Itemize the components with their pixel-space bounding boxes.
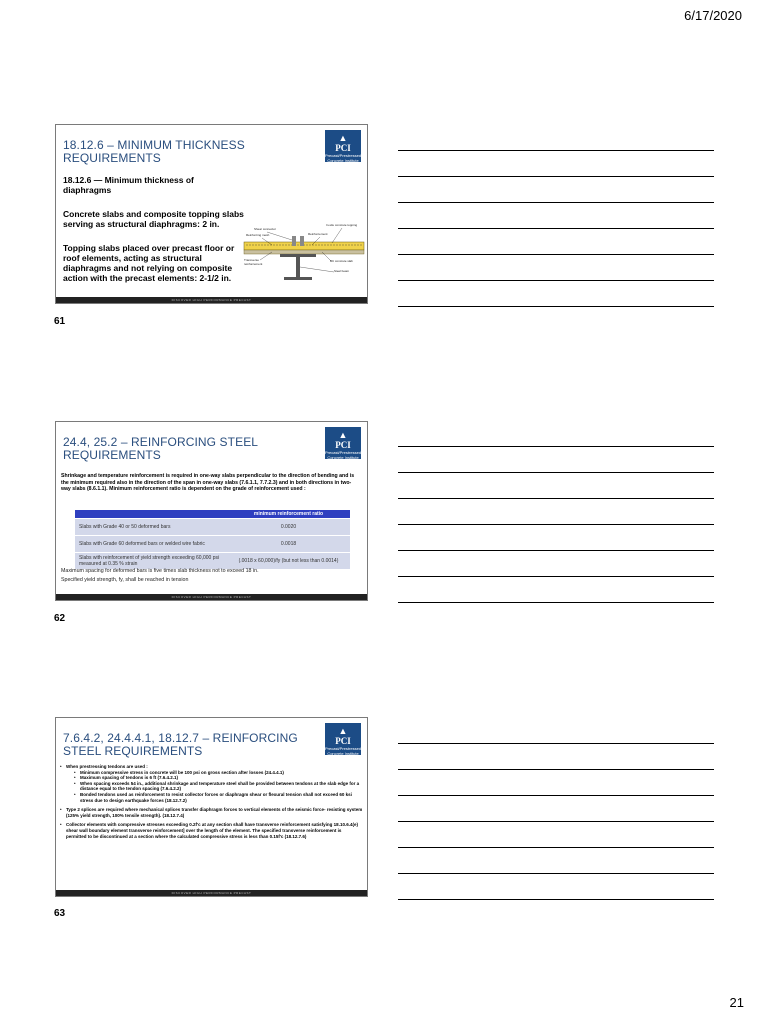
slide-number: 61	[54, 316, 66, 327]
slide-number: 62	[54, 613, 66, 624]
note-line	[398, 795, 714, 796]
note-line	[398, 769, 714, 770]
reinforcement-ratio-table	[75, 510, 350, 569]
note-line	[398, 472, 714, 473]
table-row: Slabs with reinforcement of yield strength exceeding 60,000 psi measured at 0.35 % strain (.0018 x 60,000)/fy (but not less than 0.0014)	[75, 553, 350, 570]
list-item: • When spacing exceeds 54 in., additional shrinkage and temperature steel shall be provided between tendons at the slab edge for a distance equal to the tendon spacing (7.6.4.2.2)	[66, 781, 363, 792]
list-item: • Bonded tendons used as reinforcement to resist collector forces or diaphragm shear or flexural tension shall not exceed 60 ksi stress due to design earthquake forces (18.12.7.2)	[66, 792, 363, 803]
note-line	[398, 743, 714, 744]
note-line	[398, 847, 714, 848]
slide-note: Maximum spacing for deformed bars is five times slab thickness not to exceed 18 in.	[61, 568, 259, 574]
slide-bullet-list	[60, 764, 363, 843]
note-line	[398, 498, 714, 499]
pci-logo: ▲ PCI Precast/Prestressed Concrete Institute	[325, 130, 361, 162]
slide-63	[55, 717, 368, 897]
pci-glyph-icon: ▲	[338, 133, 348, 143]
note-line	[398, 899, 714, 900]
composite-slab-diagram: Shear connector Reinforcing mesh In-situ concrete topping Reinforcement Transverse reinforcement PC concrete slab Steel beam	[242, 222, 366, 284]
note-line	[398, 821, 714, 822]
pci-glyph-icon: ▲	[338, 726, 348, 736]
note-line	[398, 524, 714, 525]
page-date: 6/17/2020	[684, 8, 742, 23]
note-line	[398, 228, 714, 229]
list-item: • Maximum spacing of tendons is 6 ft (7.6.4.2.1)	[66, 775, 363, 781]
pci-logo: ▲ PCI Precast/Prestressed Concrete Institute	[325, 427, 361, 459]
list-item: • Minimum compressive stress in concrete will be 100 psi on gross section after losses (24.4.4.1)	[66, 770, 363, 776]
note-line	[398, 306, 714, 307]
note-line	[398, 150, 714, 151]
note-line	[398, 176, 714, 177]
note-line	[398, 550, 714, 551]
slide-footer: DISCOVER HIGH PERFORMANCE PRECAST	[56, 297, 367, 303]
slide-body: Shrinkage and temperature reinforcement is required in one-way slabs perpendicular to the direction of bending and is the minimum required also in the direction of the span in one-way slabs (7.6.1.1, 7.7.2.3) and in both directions in two-way slabs (8.6.1.1). Minimum reinforcement ratio is dependent on the grade of reinforcement used :	[61, 473, 355, 493]
slide-paragraph: Topping slabs placed over precast floor or roof elements, acting as structural diaphragms and not relying on composite action with the precast elements: 2-1/2 in.	[63, 243, 235, 283]
slide-61	[55, 124, 368, 304]
note-line	[398, 446, 714, 447]
slide-number: 63	[54, 908, 66, 919]
slide-paragraph: Concrete slabs and composite topping slabs serving as structural diaphragms: 2 in.	[63, 209, 244, 229]
table-row: Slabs with Grade 40 or 50 deformed bars 0.0020	[75, 519, 350, 536]
slide-footer: DISCOVER HIGH PERFORMANCE PRECAST	[56, 594, 367, 600]
pci-logo: ▲ PCI Precast/Prestressed Concrete Institute	[325, 723, 361, 755]
slide-note: Specified yield strength, fy, shall be reached in tension	[61, 577, 189, 583]
slide-62	[55, 421, 368, 601]
note-line	[398, 602, 714, 603]
note-line	[398, 254, 714, 255]
table-row: Slabs with Grade 60 deformed bars or welded wire fabric 0.0018	[75, 536, 350, 553]
note-line	[398, 576, 714, 577]
note-line	[398, 873, 714, 874]
table-header: minimum reinforcement ratio	[227, 510, 350, 519]
page-number: 21	[729, 995, 744, 1010]
slide-subtitle: 18.12.6 — Minimum thickness of diaphragms	[63, 175, 194, 195]
list-item: • Type 2 splices are required where mechanical splices transfer diaphragm forces to vertical elements of the seismic force- resisting system (125% yield strength, 100% tensile strength). (18.12.7.4)	[60, 807, 363, 818]
list-item: • When prestressing tendons are used : • Minimum compressive stress in concrete will be 100 psi on gross section after losses (24.4.4.1) • Maximum spacing of tendons is 6 ft (7.6.4.2.1) • When spacing exceeds 54 in., additional shrinkage and temperature steel shall be provided between tendons at the slab edge for a distance equal to the tendon spacing (7.6.4.2.2) • Bonded tendons used as reinforcement to resist collector forces or diaphragm shear or flexural tension shall not exceed 60 ksi stress due to design earthquake forces (18.12.7.2)	[60, 764, 363, 803]
slide-title: 7.6.4.2, 24.4.4.1, 18.12.7 – REINFORCING STEEL REQUIREMENTS	[63, 731, 298, 758]
slide-title: 18.12.6 – MINIMUM THICKNESS REQUIREMENTS	[63, 138, 245, 165]
list-item: • Collector elements with compressive stresses exceeding 0.2f'c at any section shall have transverse reinforcement satisfying 18.10.6.4(e) shear wall boundary element transverse reinforcement] over the length of the element. The specified transverse reinforcement is permitted to be discontinued at a section where the calculated compressive stress is less than 0.15f'c (18.12.7.6)	[60, 822, 363, 839]
slide-title: 24.4, 25.2 – REINFORCING STEEL REQUIREMENTS	[63, 435, 258, 462]
pci-glyph-icon: ▲	[338, 430, 348, 440]
note-line	[398, 202, 714, 203]
note-line	[398, 280, 714, 281]
slide-footer: DISCOVER HIGH PERFORMANCE PRECAST	[56, 890, 367, 896]
